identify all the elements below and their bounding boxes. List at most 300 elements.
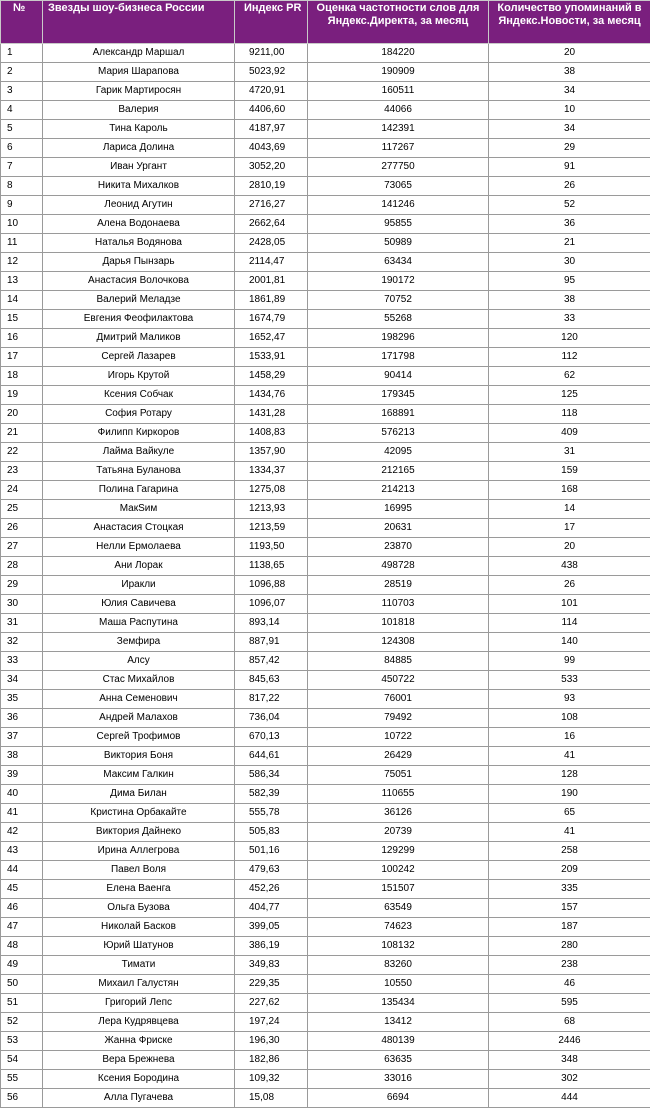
direct-frequency-value: 117267: [308, 139, 489, 158]
row-number: 56: [1, 1089, 43, 1108]
pr-index-value: 197,24: [235, 1013, 308, 1032]
row-number: 20: [1, 405, 43, 424]
row-number: 24: [1, 481, 43, 500]
direct-frequency-value: 79492: [308, 709, 489, 728]
table-row: [1, 443, 650, 462]
table-row: [1, 139, 650, 158]
news-mentions-value: 409: [489, 424, 650, 443]
row-number: 22: [1, 443, 43, 462]
news-mentions-value: 41: [489, 747, 650, 766]
row-number: 1: [1, 44, 43, 63]
celebrity-name: Алсу: [43, 652, 235, 671]
news-mentions-value: 41: [489, 823, 650, 842]
news-mentions-value: 2446: [489, 1032, 650, 1051]
pr-index-value: 2716,27: [235, 196, 308, 215]
pr-index-value: 1334,37: [235, 462, 308, 481]
pr-index-value: 4043,69: [235, 139, 308, 158]
table-row: [1, 329, 650, 348]
table-row: [1, 386, 650, 405]
direct-frequency-value: 171798: [308, 348, 489, 367]
row-number: 2: [1, 63, 43, 82]
news-mentions-value: 159: [489, 462, 650, 481]
direct-frequency-value: 168891: [308, 405, 489, 424]
celebrity-name: Юлия Савичева: [43, 595, 235, 614]
pr-index-value: 845,63: [235, 671, 308, 690]
pr-index-value: 1458,29: [235, 367, 308, 386]
news-mentions-value: 34: [489, 82, 650, 101]
row-number: 11: [1, 234, 43, 253]
news-mentions-value: 62: [489, 367, 650, 386]
row-number: 28: [1, 557, 43, 576]
pr-index-value: 582,39: [235, 785, 308, 804]
direct-frequency-value: 179345: [308, 386, 489, 405]
row-number: 10: [1, 215, 43, 234]
table-row: [1, 595, 650, 614]
pr-index-value: 2810,19: [235, 177, 308, 196]
row-number: 36: [1, 709, 43, 728]
celebrity-name: Полина Гагарина: [43, 481, 235, 500]
row-number: 43: [1, 842, 43, 861]
news-mentions-value: 108: [489, 709, 650, 728]
news-mentions-value: 26: [489, 576, 650, 595]
celebrity-name: Ольга Бузова: [43, 899, 235, 918]
table-row: [1, 177, 650, 196]
table-body: [1, 44, 650, 1108]
pr-index-value: 2662,64: [235, 215, 308, 234]
direct-frequency-value: 214213: [308, 481, 489, 500]
row-number: 51: [1, 994, 43, 1013]
table-row: [1, 405, 650, 424]
celebrity-name: Жанна Фриске: [43, 1032, 235, 1051]
direct-frequency-value: 42095: [308, 443, 489, 462]
header-pr-index: Индекс PR: [235, 1, 308, 44]
table-row: [1, 424, 650, 443]
table-row: [1, 367, 650, 386]
table-row: [1, 1032, 650, 1051]
news-mentions-value: 33: [489, 310, 650, 329]
celebrity-name: Филипп Киркоров: [43, 424, 235, 443]
celebrity-name: Сергей Лазарев: [43, 348, 235, 367]
row-number: 4: [1, 101, 43, 120]
news-mentions-value: 533: [489, 671, 650, 690]
row-number: 53: [1, 1032, 43, 1051]
table-row: [1, 158, 650, 177]
news-mentions-value: 34: [489, 120, 650, 139]
pr-index-value: 3052,20: [235, 158, 308, 177]
news-mentions-value: 20: [489, 44, 650, 63]
row-number: 52: [1, 1013, 43, 1032]
row-number: 50: [1, 975, 43, 994]
celebrity-name: Мария Шарапова: [43, 63, 235, 82]
direct-frequency-value: 141246: [308, 196, 489, 215]
celebrity-name: Андрей Малахов: [43, 709, 235, 728]
table-row: [1, 348, 650, 367]
celebrity-name: Стас Михайлов: [43, 671, 235, 690]
celebrity-name: Гарик Мартиросян: [43, 82, 235, 101]
pr-index-value: 399,05: [235, 918, 308, 937]
row-number: 25: [1, 500, 43, 519]
pr-index-value: 1674,79: [235, 310, 308, 329]
row-number: 6: [1, 139, 43, 158]
celebrity-name: Елена Ваенга: [43, 880, 235, 899]
news-mentions-value: 93: [489, 690, 650, 709]
direct-frequency-value: 63549: [308, 899, 489, 918]
celebrity-name: Ирина Аллегрова: [43, 842, 235, 861]
pr-index-value: 2114,47: [235, 253, 308, 272]
news-mentions-value: 258: [489, 842, 650, 861]
pr-index-value: 15,08: [235, 1089, 308, 1108]
table-row: [1, 519, 650, 538]
row-number: 5: [1, 120, 43, 139]
direct-frequency-value: 10722: [308, 728, 489, 747]
pr-index-value: 404,77: [235, 899, 308, 918]
row-number: 44: [1, 861, 43, 880]
celebrity-name: Виктория Дайнеко: [43, 823, 235, 842]
news-mentions-value: 302: [489, 1070, 650, 1089]
news-mentions-value: 30: [489, 253, 650, 272]
direct-frequency-value: 135434: [308, 994, 489, 1013]
row-number: 46: [1, 899, 43, 918]
news-mentions-value: 21: [489, 234, 650, 253]
news-mentions-value: 187: [489, 918, 650, 937]
celebrity-name: Анастасия Стоцкая: [43, 519, 235, 538]
header-row: [1, 1, 650, 44]
pr-index-value: 586,34: [235, 766, 308, 785]
celebrity-name: Дмитрий Маликов: [43, 329, 235, 348]
celebrity-name: Сергей Трофимов: [43, 728, 235, 747]
table-row: [1, 975, 650, 994]
celebrity-name: Наталья Водянова: [43, 234, 235, 253]
celebrity-name: Тина Кароль: [43, 120, 235, 139]
row-number: 8: [1, 177, 43, 196]
table-row: [1, 804, 650, 823]
celebrity-name: Дима Билан: [43, 785, 235, 804]
direct-frequency-value: 95855: [308, 215, 489, 234]
row-number: 39: [1, 766, 43, 785]
row-number: 32: [1, 633, 43, 652]
row-number: 49: [1, 956, 43, 975]
row-number: 47: [1, 918, 43, 937]
row-number: 14: [1, 291, 43, 310]
direct-frequency-value: 23870: [308, 538, 489, 557]
table-row: [1, 272, 650, 291]
table-row: [1, 899, 650, 918]
direct-frequency-value: 10550: [308, 975, 489, 994]
celebrity-name: Ксения Бородина: [43, 1070, 235, 1089]
table-row: [1, 462, 650, 481]
table-row: [1, 63, 650, 82]
pr-index-value: 1096,07: [235, 595, 308, 614]
pr-index-value: 5023,92: [235, 63, 308, 82]
direct-frequency-value: 212165: [308, 462, 489, 481]
celebrity-name: Маша Распутина: [43, 614, 235, 633]
celebrity-name: Алла Пугачева: [43, 1089, 235, 1108]
news-mentions-value: 10: [489, 101, 650, 120]
celebrity-name: Иракли: [43, 576, 235, 595]
news-mentions-value: 38: [489, 63, 650, 82]
row-number: 29: [1, 576, 43, 595]
direct-frequency-value: 190172: [308, 272, 489, 291]
table-row: [1, 291, 650, 310]
pr-index-value: 229,35: [235, 975, 308, 994]
direct-frequency-value: 13412: [308, 1013, 489, 1032]
direct-frequency-value: 100242: [308, 861, 489, 880]
celebrity-name: Валерия: [43, 101, 235, 120]
news-mentions-value: 280: [489, 937, 650, 956]
pr-index-value: 670,13: [235, 728, 308, 747]
celebrity-name: Алена Водонаева: [43, 215, 235, 234]
celebrity-name: София Ротару: [43, 405, 235, 424]
celebrity-name: Павел Воля: [43, 861, 235, 880]
pr-index-value: 1357,90: [235, 443, 308, 462]
row-number: 9: [1, 196, 43, 215]
direct-frequency-value: 83260: [308, 956, 489, 975]
pr-index-value: 1096,88: [235, 576, 308, 595]
celebrity-name: Анастасия Волочкова: [43, 272, 235, 291]
celebrity-name: Вера Брежнева: [43, 1051, 235, 1070]
pr-index-value: 2428,05: [235, 234, 308, 253]
pr-index-value: 887,91: [235, 633, 308, 652]
direct-frequency-value: 50989: [308, 234, 489, 253]
celebrity-name: Григорий Лепс: [43, 994, 235, 1013]
news-mentions-value: 36: [489, 215, 650, 234]
news-mentions-value: 140: [489, 633, 650, 652]
pr-index-value: 1434,76: [235, 386, 308, 405]
pr-index-value: 501,16: [235, 842, 308, 861]
news-mentions-value: 118: [489, 405, 650, 424]
table-row: [1, 690, 650, 709]
news-mentions-value: 335: [489, 880, 650, 899]
pr-index-value: 1652,47: [235, 329, 308, 348]
table-row: [1, 101, 650, 120]
row-number: 27: [1, 538, 43, 557]
direct-frequency-value: 151507: [308, 880, 489, 899]
news-mentions-value: 157: [489, 899, 650, 918]
celebrity-name: Кристина Орбакайте: [43, 804, 235, 823]
direct-frequency-value: 480139: [308, 1032, 489, 1051]
pr-index-value: 452,26: [235, 880, 308, 899]
direct-frequency-value: 84885: [308, 652, 489, 671]
celebrity-name: Юрий Шатунов: [43, 937, 235, 956]
celebrity-name: Ани Лорак: [43, 557, 235, 576]
direct-frequency-value: 74623: [308, 918, 489, 937]
news-mentions-value: 595: [489, 994, 650, 1013]
news-mentions-value: 112: [489, 348, 650, 367]
news-mentions-value: 101: [489, 595, 650, 614]
pr-index-value: 644,61: [235, 747, 308, 766]
pr-index-value: 349,83: [235, 956, 308, 975]
celebrity-name: Нелли Ермолаева: [43, 538, 235, 557]
news-mentions-value: 209: [489, 861, 650, 880]
header-number: №: [1, 1, 43, 44]
row-number: 19: [1, 386, 43, 405]
celebrity-name: Игорь Крутой: [43, 367, 235, 386]
row-number: 26: [1, 519, 43, 538]
row-number: 23: [1, 462, 43, 481]
news-mentions-value: 65: [489, 804, 650, 823]
row-number: 34: [1, 671, 43, 690]
row-number: 12: [1, 253, 43, 272]
table-row: [1, 1089, 650, 1108]
table-row: [1, 538, 650, 557]
direct-frequency-value: 142391: [308, 120, 489, 139]
pr-index-value: 9211,00: [235, 44, 308, 63]
direct-frequency-value: 198296: [308, 329, 489, 348]
celebrity-name: Александр Маршал: [43, 44, 235, 63]
direct-frequency-value: 73065: [308, 177, 489, 196]
table-row: [1, 1013, 650, 1032]
news-mentions-value: 52: [489, 196, 650, 215]
table-row: [1, 196, 650, 215]
pr-index-value: 1431,28: [235, 405, 308, 424]
direct-frequency-value: 110703: [308, 595, 489, 614]
direct-frequency-value: 44066: [308, 101, 489, 120]
row-number: 7: [1, 158, 43, 177]
pr-index-value: 1533,91: [235, 348, 308, 367]
pr-index-value: 505,83: [235, 823, 308, 842]
pr-index-value: 2001,81: [235, 272, 308, 291]
pr-index-value: 196,30: [235, 1032, 308, 1051]
row-number: 38: [1, 747, 43, 766]
celebrity-name: Ксения Собчак: [43, 386, 235, 405]
direct-frequency-value: 6694: [308, 1089, 489, 1108]
table-row: [1, 766, 650, 785]
table-row: [1, 918, 650, 937]
celebrity-name: Тимати: [43, 956, 235, 975]
row-number: 55: [1, 1070, 43, 1089]
table-row: [1, 994, 650, 1013]
direct-frequency-value: 190909: [308, 63, 489, 82]
table-header: [1, 1, 650, 44]
news-mentions-value: 128: [489, 766, 650, 785]
direct-frequency-value: 101818: [308, 614, 489, 633]
pr-index-value: 817,22: [235, 690, 308, 709]
celebrity-name: Леонид Агутин: [43, 196, 235, 215]
direct-frequency-value: 277750: [308, 158, 489, 177]
table-row: [1, 785, 650, 804]
celebrity-name: Лайма Вайкуле: [43, 443, 235, 462]
table-row: [1, 747, 650, 766]
news-mentions-value: 125: [489, 386, 650, 405]
news-mentions-value: 438: [489, 557, 650, 576]
pr-index-value: 1213,93: [235, 500, 308, 519]
table-row: [1, 120, 650, 139]
direct-frequency-value: 124308: [308, 633, 489, 652]
pr-index-value: 4187,97: [235, 120, 308, 139]
table-row: [1, 671, 650, 690]
row-number: 35: [1, 690, 43, 709]
table-row: [1, 880, 650, 899]
news-mentions-value: 46: [489, 975, 650, 994]
pr-index-value: 479,63: [235, 861, 308, 880]
news-mentions-value: 348: [489, 1051, 650, 1070]
news-mentions-value: 95: [489, 272, 650, 291]
row-number: 42: [1, 823, 43, 842]
news-mentions-value: 14: [489, 500, 650, 519]
pr-index-value: 857,42: [235, 652, 308, 671]
direct-frequency-value: 160511: [308, 82, 489, 101]
direct-frequency-value: 75051: [308, 766, 489, 785]
news-mentions-value: 168: [489, 481, 650, 500]
news-mentions-value: 99: [489, 652, 650, 671]
header-celebrity-name: Звезды шоу-бизнеса России: [43, 1, 235, 44]
direct-frequency-value: 26429: [308, 747, 489, 766]
celebrity-name: Михаил Галустян: [43, 975, 235, 994]
pr-index-value: 4406,60: [235, 101, 308, 120]
celebrity-name: Никита Михалков: [43, 177, 235, 196]
row-number: 13: [1, 272, 43, 291]
celebrity-name: Виктория Боня: [43, 747, 235, 766]
direct-frequency-value: 450722: [308, 671, 489, 690]
table-row: [1, 82, 650, 101]
table-row: [1, 652, 650, 671]
pr-index-value: 1275,08: [235, 481, 308, 500]
table-row: [1, 614, 650, 633]
celebrity-name: Максим Галкин: [43, 766, 235, 785]
row-number: 40: [1, 785, 43, 804]
news-mentions-value: 38: [489, 291, 650, 310]
table-row: [1, 576, 650, 595]
table-row: [1, 842, 650, 861]
table-row: [1, 234, 650, 253]
direct-frequency-value: 28519: [308, 576, 489, 595]
news-mentions-value: 17: [489, 519, 650, 538]
pr-index-value: 555,78: [235, 804, 308, 823]
news-mentions-value: 114: [489, 614, 650, 633]
row-number: 48: [1, 937, 43, 956]
direct-frequency-value: 90414: [308, 367, 489, 386]
celebrity-name: Лера Кудрявцева: [43, 1013, 235, 1032]
table-row: [1, 861, 650, 880]
direct-frequency-value: 576213: [308, 424, 489, 443]
row-number: 21: [1, 424, 43, 443]
table-row: [1, 709, 650, 728]
row-number: 33: [1, 652, 43, 671]
direct-frequency-value: 184220: [308, 44, 489, 63]
pr-index-value: 1861,89: [235, 291, 308, 310]
news-mentions-value: 68: [489, 1013, 650, 1032]
direct-frequency-value: 129299: [308, 842, 489, 861]
row-number: 15: [1, 310, 43, 329]
pr-index-value: 4720,91: [235, 82, 308, 101]
table-row: [1, 44, 650, 63]
table-row: [1, 1051, 650, 1070]
celebrity-name: Дарья Пынзарь: [43, 253, 235, 272]
direct-frequency-value: 20631: [308, 519, 489, 538]
direct-frequency-value: 16995: [308, 500, 489, 519]
row-number: 45: [1, 880, 43, 899]
direct-frequency-value: 110655: [308, 785, 489, 804]
row-number: 31: [1, 614, 43, 633]
direct-frequency-value: 498728: [308, 557, 489, 576]
news-mentions-value: 16: [489, 728, 650, 747]
pr-index-value: 109,32: [235, 1070, 308, 1089]
direct-frequency-value: 33016: [308, 1070, 489, 1089]
row-number: 41: [1, 804, 43, 823]
celebrity-name: Лариса Долина: [43, 139, 235, 158]
pr-index-value: 736,04: [235, 709, 308, 728]
news-mentions-value: 238: [489, 956, 650, 975]
table-row: [1, 253, 650, 272]
direct-frequency-value: 76001: [308, 690, 489, 709]
table-row: [1, 633, 650, 652]
news-mentions-value: 29: [489, 139, 650, 158]
table-row: [1, 557, 650, 576]
row-number: 16: [1, 329, 43, 348]
news-mentions-value: 91: [489, 158, 650, 177]
news-mentions-value: 444: [489, 1089, 650, 1108]
pr-index-value: 182,86: [235, 1051, 308, 1070]
